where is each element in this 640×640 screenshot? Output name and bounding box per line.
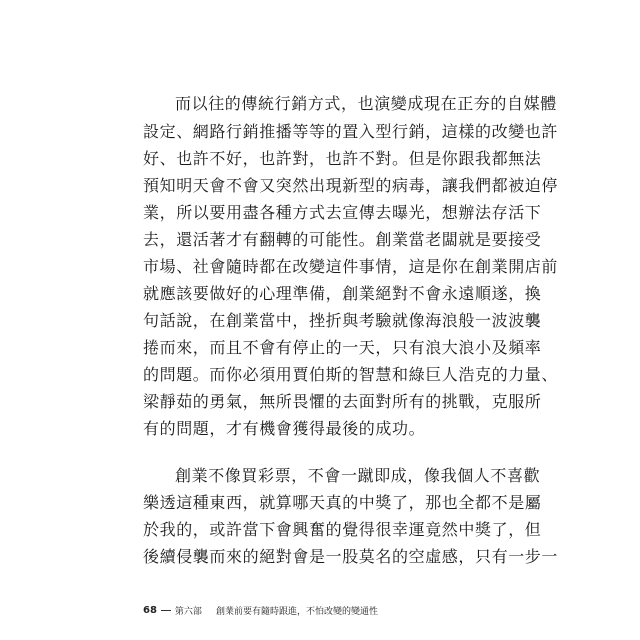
text-line: 的問題。而你必須用賈伯斯的智慧和綠巨人浩克的力量、 <box>143 365 559 384</box>
text-line: 而以往的傳統行銷方式，也演變成現在正夯的自媒體 <box>175 94 557 113</box>
text-line: 預知明天會不會又突然出現新型的病毒，讓我們都被迫停 <box>143 176 559 195</box>
text-line: 於我的，或許當下會興奮的覺得很幸運竟然中獎了，但 <box>143 520 542 539</box>
text-line: 市場、社會隨時都在改變這件事情，這是你在創業開店前 <box>143 257 559 276</box>
chapter-label: 第六部 <box>174 607 202 617</box>
text-line: 好、也許不好，也許對，也許不對。但是你跟我都無法 <box>143 149 542 168</box>
text-line: 後續侵襲而來的絕對會是一股莫名的空虛感，只有一步一 <box>143 547 559 566</box>
text-line: 樂透這種東西，就算哪天真的中獎了，那也全都不是屬 <box>143 493 542 512</box>
text-line: 有的問題，才有機會獲得最後的成功。 <box>143 419 426 438</box>
text-line: 業，所以要用盡各種方式去宣傳去曝光，想辦法存活下 <box>143 203 542 222</box>
page-number: 68 <box>143 605 157 616</box>
footer-dash <box>161 610 171 611</box>
text-line: 就應該要做好的心理準備，創業絕對不會永遠順遂，換 <box>143 284 542 303</box>
text-line: 梁靜茹的勇氣，無所畏懼的去面對所有的挑戰，克服所 <box>143 392 542 411</box>
text-line: 捲而來，而且不會有停止的一天，只有浪大浪小及頻率 <box>143 338 542 357</box>
text-line: 創業不像買彩票，不會一蹴即成，像我個人不喜歡 <box>175 466 541 485</box>
text-line: 句話說，在創業當中，挫折與考驗就像海浪般一波波襲 <box>143 311 542 330</box>
text-line: 去，還活著才有翻轉的可能性。創業當老闆就是要接受 <box>143 230 542 249</box>
text-line: 設定、網路行銷推播等等的置入型行銷，這樣的改變也許 <box>143 122 559 141</box>
chapter-title: 創業前要有隨時跟進，不怕改變的變通性 <box>215 607 378 617</box>
page-footer <box>143 604 378 617</box>
